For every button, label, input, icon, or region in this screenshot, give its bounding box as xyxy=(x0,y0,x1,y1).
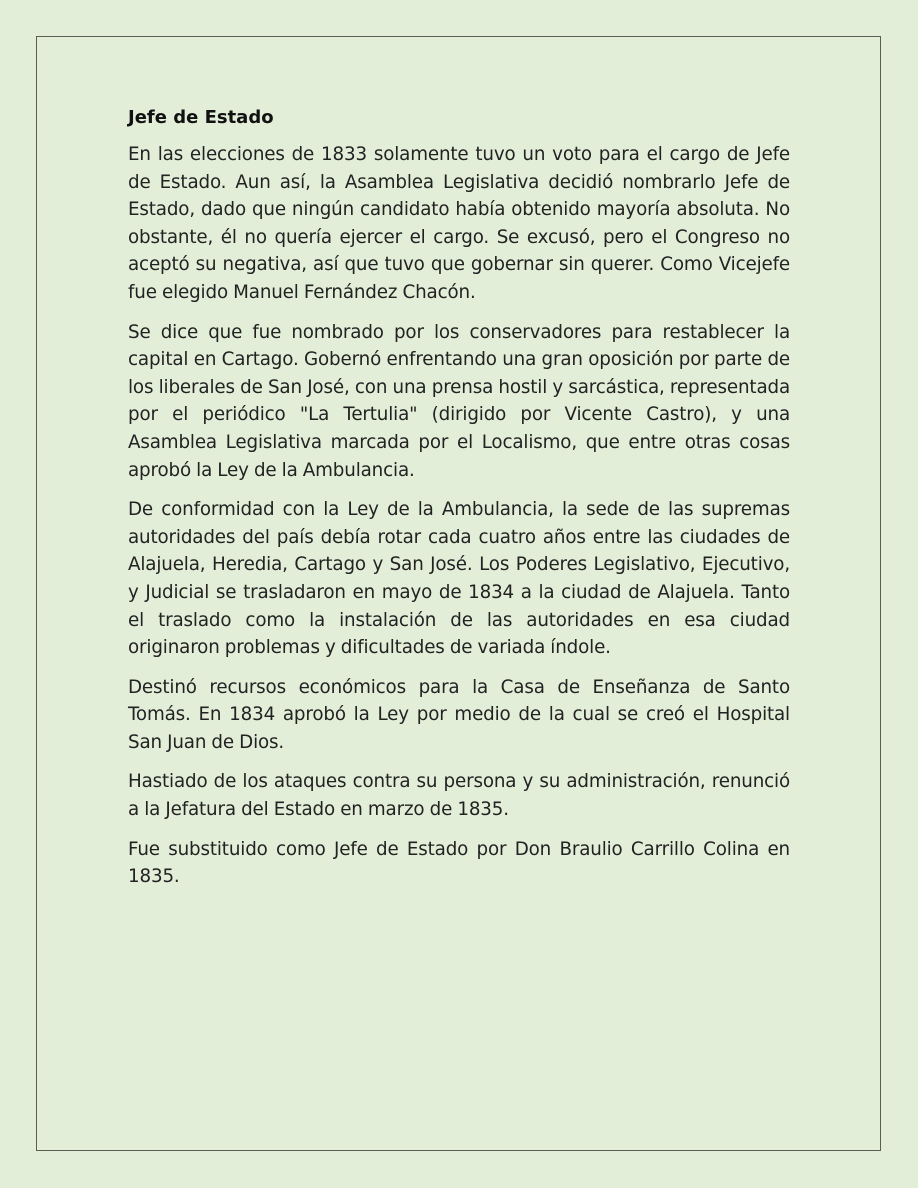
paragraph-opposition: Se dice que fue nombrado por los conservadores para restablecer la capital en Cartago. Gobernó enfrentando una gran oposición por parte de los liberales de San José, con una prensa hostil y sarcástica, representada por el periódico "La Tertulia" (dirigido por Vicente Castro), y una Asamblea Legislativa marcada por el Localismo, que entre otras cosas aprobó la Ley de la Ambulancia. xyxy=(128,321,790,481)
paragraph-resources: Destinó recursos económicos para la Casa de Enseñanza de Santo Tomás. En 1834 aprobó la Ley por medio de la cual se creó el Hospital San Juan de Dios. xyxy=(128,676,790,753)
paragraph-successor: Fue substituido como Jefe de Estado por Don Braulio Carrillo Colina en 1835. xyxy=(128,838,790,888)
paragraph-resignation: Hastiado de los ataques contra su persona y su administración, renunció a la Jefatura del Estado en marzo de 1835. xyxy=(128,771,790,821)
section-heading: Jefe de Estado xyxy=(128,107,274,128)
paragraph-elections: En las elecciones de 1833 solamente tuvo un voto para el cargo de Jefe de Estado. Aun así, la Asamblea Legislativa decidió nombrarlo Jefe de Estado, dado que ningún candidato había obtenido mayoría absoluta. No obstante, él no quería ejercer el cargo. Se excusó, pero el Congreso no aceptó su negativa, así que tuvo que gobernar sin querer. Como Vicejefe fue elegido Manuel Fernández Chacón. xyxy=(128,144,790,303)
paragraph-ambulancia: De conformidad con la Ley de la Ambulancia, la sede de las supremas autoridades del país debía rotar cada cuatro años entre las ciudades de Alajuela, Heredia, Cartago y San José. Los Poderes Legislativo, Ejecutivo, y Judicial se trasladaron en mayo de 1834 a la ciudad de Alajuela. Tanto el traslado como la instalación de las autoridades en esa ciudad originaron problemas y dificultades de variada índole. xyxy=(128,499,790,659)
document-body xyxy=(128,104,790,903)
